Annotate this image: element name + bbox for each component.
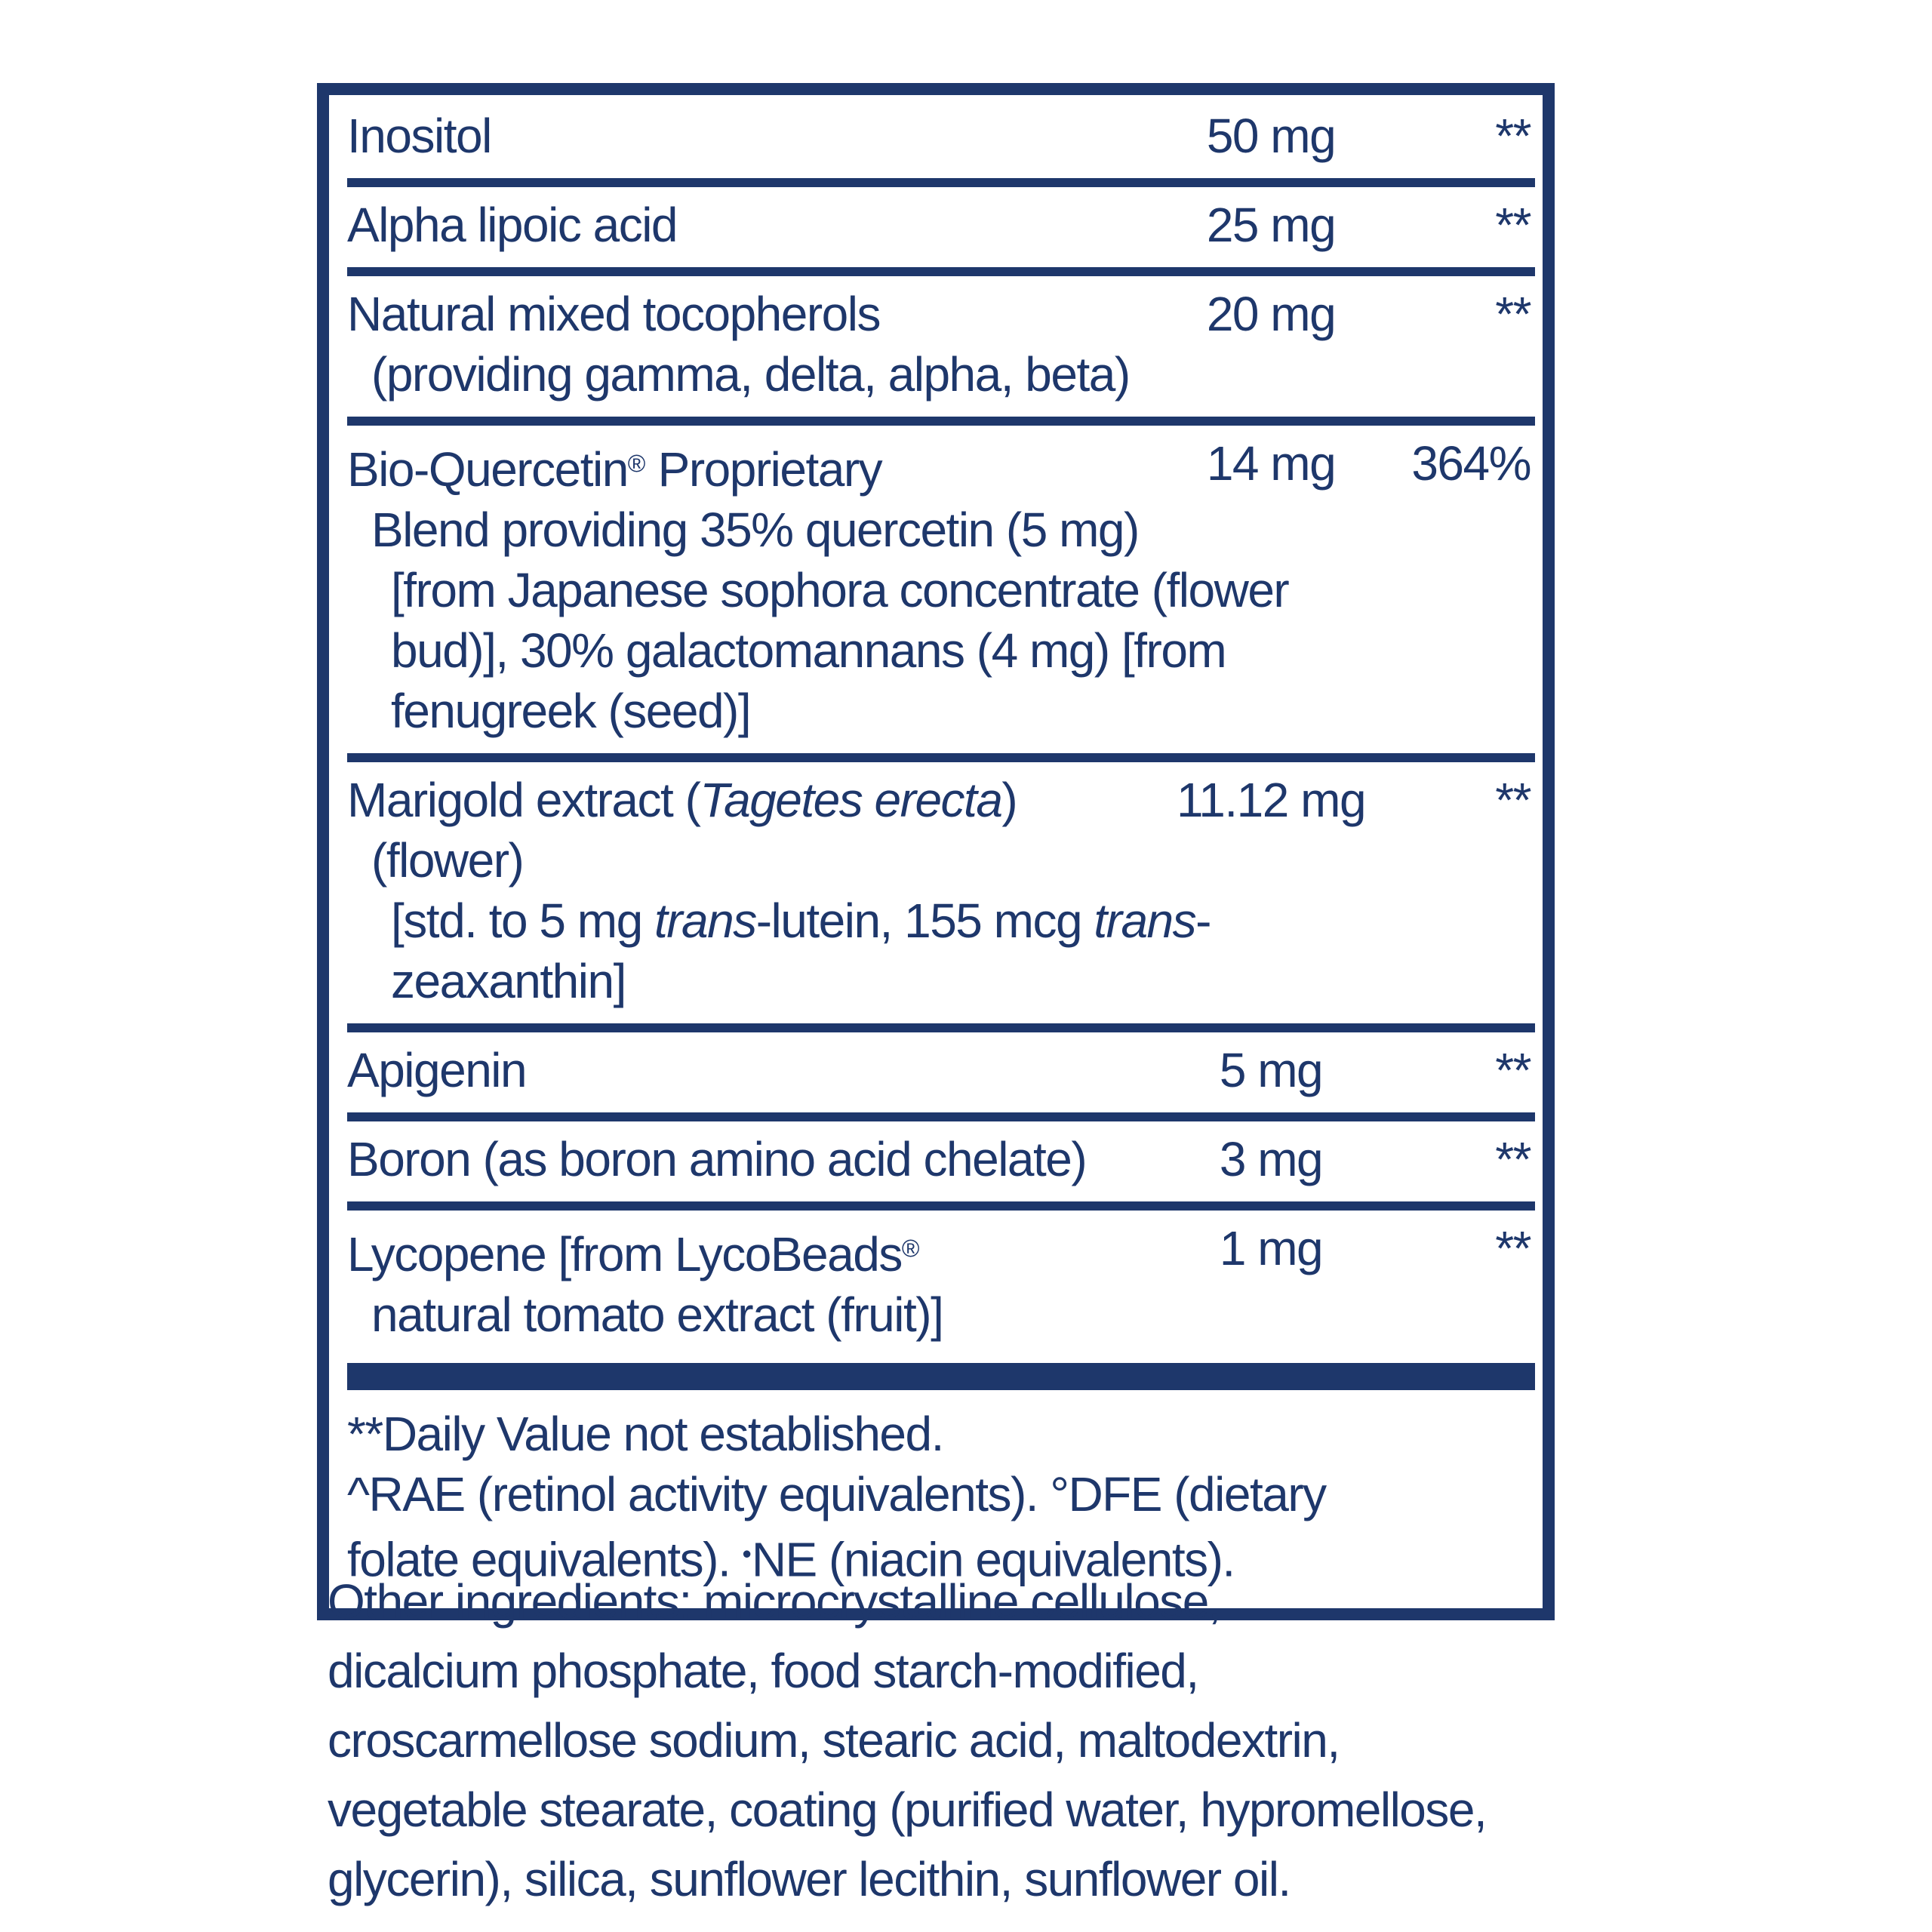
- ingredient-name: Alpha lipoic acid: [347, 198, 677, 252]
- table-row-alpha-lipoic-acid: [347, 187, 1535, 267]
- daily-value-cell: **: [1495, 198, 1531, 252]
- ingredient-amount: 3 mg: [1219, 1132, 1323, 1187]
- ingredient-detail: Blend providing 35% quercetin (5 mg): [371, 503, 1139, 558]
- ingredient-name: Boron (as boron amino acid chelate): [347, 1132, 1087, 1187]
- row-divider: [347, 178, 1535, 187]
- supplement-facts-table: [317, 83, 1555, 1620]
- ingredient-amount: 14 mg: [1206, 436, 1336, 491]
- daily-value-cell: **: [1495, 773, 1531, 828]
- row-divider: [347, 267, 1535, 276]
- ingredient-detail: zeaxanthin]: [391, 954, 626, 1009]
- footnote-equivalents-line2: folate equivalents). •NE (niacin equivalents).: [347, 1532, 1235, 1587]
- table-row-inositol: [347, 98, 1535, 178]
- ingredient-amount: 25 mg: [1206, 198, 1336, 252]
- daily-value-cell: **: [1495, 1043, 1531, 1098]
- ingredient-name: Lycopene [from LycoBeads®: [347, 1227, 920, 1282]
- ingredient-name: Natural mixed tocopherols: [347, 287, 880, 341]
- footnote-equivalents-line1: ^RAE (retinol activity equivalents). °DFE (dietary: [347, 1467, 1326, 1522]
- row-divider: [347, 753, 1535, 762]
- daily-value-cell: 364%: [1411, 436, 1531, 491]
- ingredient-name: Marigold extract (Tagetes erecta): [347, 773, 1017, 828]
- ingredient-detail: (flower): [371, 833, 524, 888]
- other-ingredients-line: vegetable stearate, coating (purified water, hypromellose,: [328, 1783, 1487, 1837]
- row-divider: [347, 1023, 1535, 1032]
- ingredient-detail: natural tomato extract (fruit)]: [371, 1287, 943, 1343]
- other-ingredients-line: glycerin), silica, sunflower lecithin, sunflower oil.: [328, 1852, 1291, 1906]
- row-divider: [347, 417, 1535, 426]
- row-divider: [347, 1112, 1535, 1121]
- ingredient-name: Inositol: [347, 109, 491, 163]
- table-row-boron: [347, 1121, 1535, 1201]
- footnote-daily-value: **Daily Value not established.: [347, 1407, 943, 1462]
- table-row-lycopene: [347, 1211, 1535, 1357]
- ingredient-amount: 5 mg: [1219, 1043, 1323, 1098]
- ingredient-detail: [from Japanese sophora concentrate (flower: [391, 563, 1289, 618]
- ingredient-detail: [std. to 5 mg trans-lutein, 155 mcg trans-: [391, 894, 1211, 949]
- table-row-tocopherols: [347, 276, 1535, 417]
- ingredient-detail: bud)], 30% galactomannans (4 mg) [from: [391, 623, 1226, 678]
- table-row-bio-quercetin: [347, 426, 1535, 753]
- other-ingredients-line: croscarmellose sodium, stearic acid, maltodextrin,: [328, 1713, 1340, 1767]
- ingredient-amount: 1 mg: [1219, 1221, 1323, 1276]
- ingredient-name: Bio-Quercetin® Proprietary: [347, 442, 882, 497]
- ingredient-amount: 50 mg: [1206, 109, 1336, 163]
- other-ingredients-line: Other ingredients: microcrystalline cellulose,: [328, 1574, 1221, 1629]
- ingredient-amount: 20 mg: [1206, 287, 1336, 341]
- other-ingredients-line: dicalcium phosphate, food starch-modified,: [328, 1644, 1198, 1698]
- daily-value-cell: **: [1495, 1132, 1531, 1187]
- daily-value-cell: **: [1495, 1221, 1531, 1276]
- row-divider: [347, 1201, 1535, 1211]
- ingredient-detail: fenugreek (seed)]: [391, 684, 751, 739]
- table-row-marigold-extract: [347, 762, 1535, 1023]
- daily-value-cell: **: [1495, 287, 1531, 341]
- ingredient-amount: 11.12 mg: [1176, 773, 1366, 828]
- table-row-apigenin: [347, 1032, 1535, 1112]
- ingredient-name: Apigenin: [347, 1043, 527, 1098]
- thick-separator-bar: [347, 1363, 1535, 1390]
- ingredient-detail: (providing gamma, delta, alpha, beta): [371, 347, 1130, 401]
- other-ingredients: [328, 1567, 1822, 1914]
- daily-value-cell: **: [1495, 109, 1531, 163]
